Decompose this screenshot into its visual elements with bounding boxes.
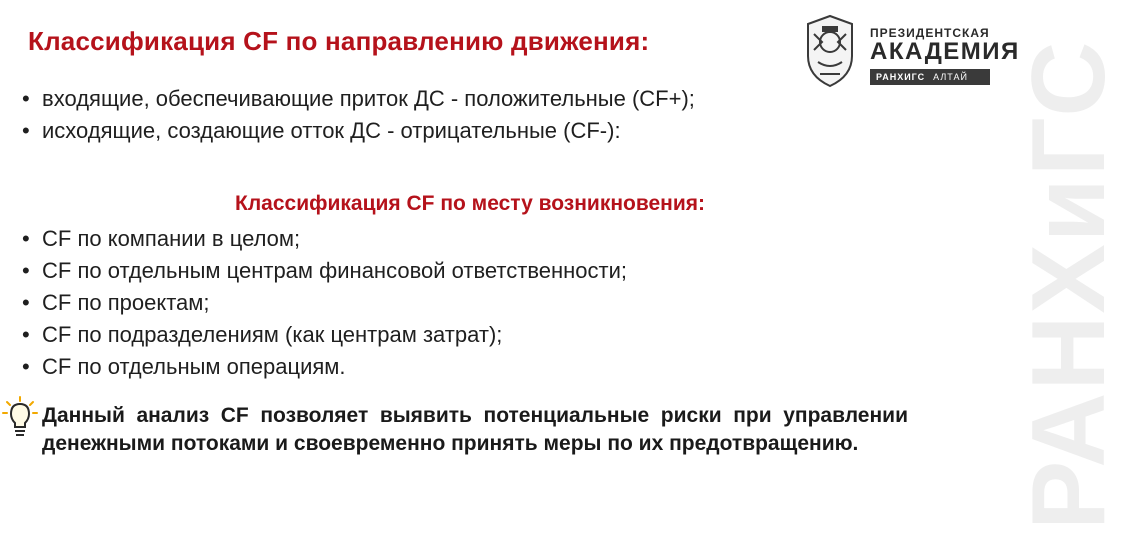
list-item: • CF по отдельным центрам финансовой ответственности; (22, 255, 627, 287)
list-item-text: исходящие, создающие отток ДС - отрицательные (CF-): (42, 118, 621, 143)
list-item: • CF по проектам; (22, 287, 627, 319)
academy-logo (800, 8, 1020, 94)
logo-line2: АКАДЕМИЯ (870, 38, 1020, 65)
list-item: • входящие, обеспечивающие приток ДС - положительные (CF+); (22, 83, 695, 115)
list-item-text: CF по подразделениям (как центрам затрат); (42, 322, 503, 347)
list-item: • CF по компании в целом; (22, 223, 627, 255)
list-item: • CF по отдельным операциям. (22, 351, 627, 383)
list-item-text: CF по компании в целом; (42, 226, 301, 251)
logo-sub-right: АЛТАЙ (933, 72, 968, 82)
lightbulb-icon (2, 395, 38, 441)
section-subtitle: Классификация CF по месту возникновения: (235, 192, 705, 215)
list-item-text: CF по отдельным операциям. (42, 354, 346, 379)
logo-subtitle-bar (870, 69, 990, 85)
direction-list (22, 83, 695, 147)
watermark-text: РАНХиГС (1011, 39, 1127, 530)
list-item-text: CF по отдельным центрам финансовой ответственности; (42, 258, 628, 283)
conclusion-note: Данный анализ CF позволяет выявить потенциальные риски при управлении денежными потоками и своевременно принять меры по их предотвращению. (42, 404, 908, 455)
place-list (22, 223, 627, 383)
emblem-icon (800, 12, 860, 90)
list-item-text: CF по проектам; (42, 290, 210, 315)
list-item: • CF по подразделениям (как центрам затрат); (22, 319, 627, 351)
list-item: • исходящие, создающие отток ДС - отрицательные (CF-): (22, 115, 695, 147)
list-item-text: входящие, обеспечивающие приток ДС - положительные (CF+); (42, 86, 695, 111)
slide-title: Классификация CF по направлению движения: (28, 26, 650, 56)
logo-line1: ПРЕЗИДЕНТСКАЯ (870, 26, 990, 40)
logo-sub-left: РАНХИГС (876, 72, 926, 82)
